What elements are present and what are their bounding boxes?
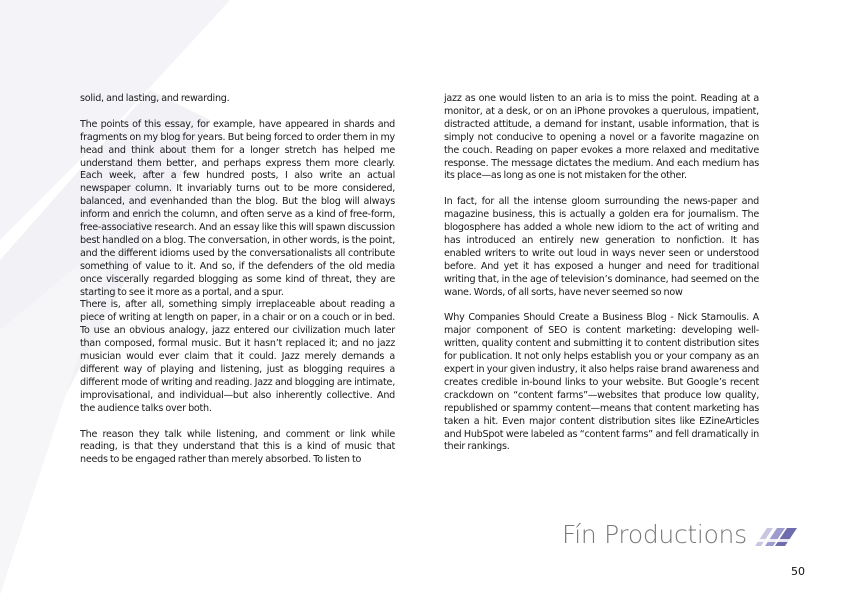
paragraph: The reason they talk while listening, and comment or link while reading, is that they understand that this is a kind of music that needs to be engaged rather than merely absorbed. To listen to — [80, 428, 395, 466]
paragraph: solid, and lasting, and rewarding. — [80, 93, 230, 104]
right-text-column — [444, 93, 759, 467]
paragraph: jazz as one would listen to an aria is to miss the point. Reading at a monitor, at a desk, or on an iPhone provokes a querulous, impatient, distracted attitude, a demand for instant, usable information, that is simply not conducive to opening a novel or a favorite magazine on the couch. Reading on paper evokes a more relaxed and meditative response. The message dictates the medium. And each medium has its place—as long as one is not mistaken for the other. — [444, 93, 759, 182]
brand-logo — [562, 520, 799, 549]
fin-logo-icon — [753, 522, 799, 548]
brand-name: Fín Productions — [562, 520, 747, 549]
paragraph: There is, after all, something simply irreplaceable about reading a piece of writing at length on paper, in a chair or on a couch or in bed. To use an obvious analogy, jazz entered our civilization much later than composed, formal music. But it hasn’t replaced it; and no jazz musician would ever claim that it could. Jazz merely demands a different way of playing and listening, just as blogging requires a different mode of writing and reading. Jazz and blogging are intimate, improvisational, and individual—but also inherently collective. And the audience talks over both. — [80, 299, 395, 414]
paragraph: Why Companies Should Create a Business Blog - Nick Stamoulis. A major component of SEO is content marketing: developing well-written, quality content and submitting it to content distribution sites for publication. It not only helps establish you or your company as an expert in your given industry, it also helps raise brand awareness and creates credible in-bound links to your website. But Google’s recent crackdown on “content farms”—websites that produce low quality, republished or spammy content—means that content marketing has taken a hit. Even major content distribution sites like EZineArticles and HubSpot were labeled as “content farms” and fell dramatically in their rankings. — [444, 312, 759, 453]
left-text-column — [80, 93, 395, 480]
page-number: 50 — [791, 565, 805, 578]
paragraph: In fact, for all the intense gloom surrounding the news-paper and magazine business, this is actually a golden era for journalism. The blogosphere has added a whole new idiom to the act of writing and has introduced an entirely new generation to nonfiction. It has enabled writers to write out loud in ways never seen or understood before. And yet it has exposed a hunger and need for traditional writing that, in the age of television’s dominance, had seemed on the wane. Words, of all sorts, have never seemed so now — [444, 196, 759, 298]
paragraph: The points of this essay, for example, have appeared in shards and fragments on my blog for years. But being forced to order them in my head and think about them for a longer stretch has helped me understand them better, and perhaps express them more clearly. Each week, after a few hundred posts, I also write an actual newspaper column. It invariably turns out to be more considered, balanced, and evenhanded than the blog. But the blog will always inform and enrich the column, and often serve as a kind of free-form, free-associative research. And an essay like this will spawn discussion best handled on a blog. The conversation, in other words, is the point, and the different idioms used by the conversationalists all contribute something of value to it. And so, if the defenders of the old media once viscerally regarded blogging as some kind of threat, they are starting to see it more as a portal, and a spur. — [80, 118, 395, 298]
